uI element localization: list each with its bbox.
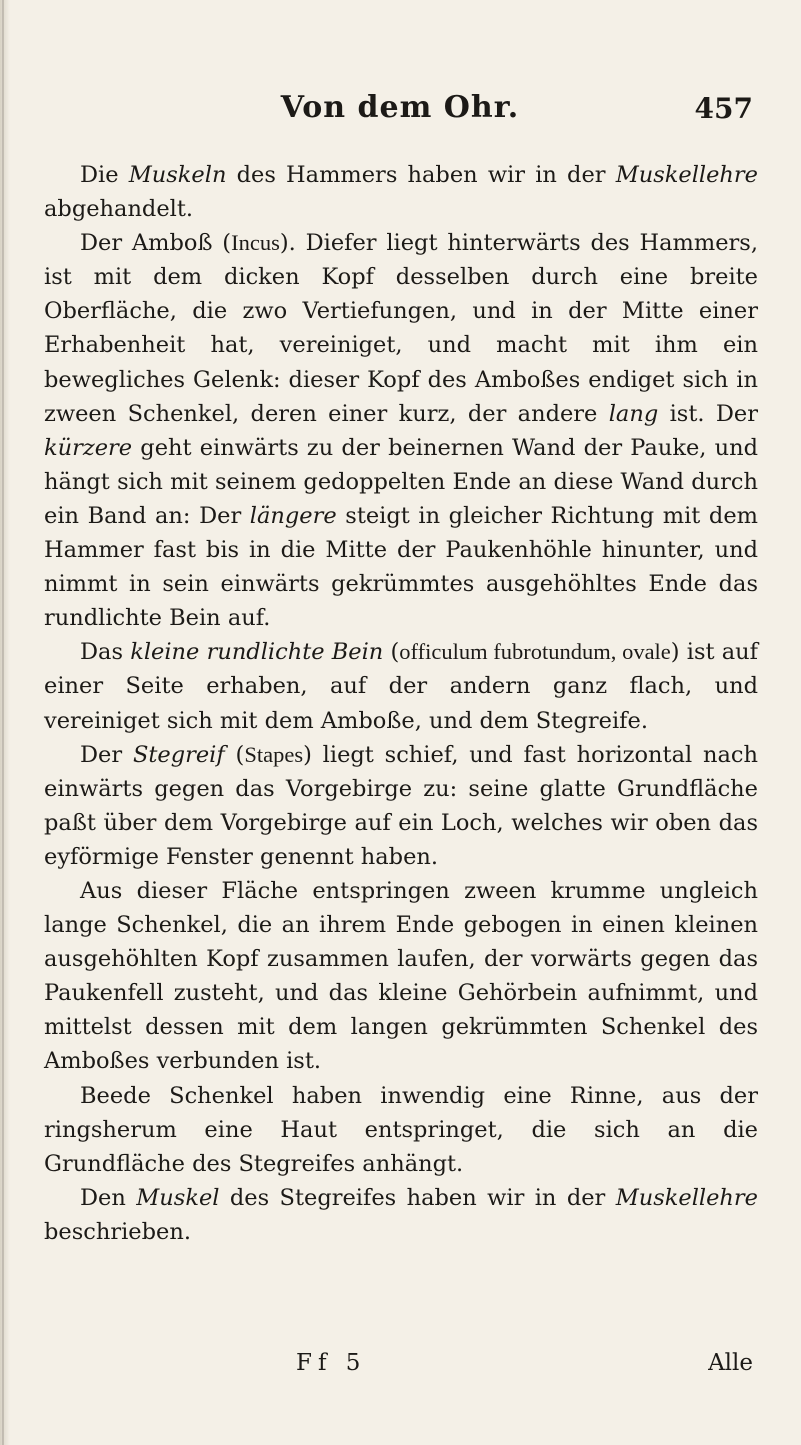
- paragraph-lenticular-bone: [44, 635, 758, 737]
- page-number: 457: [694, 92, 753, 125]
- text-run: steigt in gleicher Richtung mit dem Hammer fast bis in die Mitte der Paukenhöhle hinunter, und nimmt in sein einwärts gekrümmtes ausgehöhltes Ende das rundlichte Bein auf.: [44, 502, 758, 632]
- emphasis-term: Muskel: [136, 1184, 220, 1211]
- paragraph-stapes-crura: Aus dieser Fläche entspringen zween krumme ungleich lange Schenkel, die an ihrem Ende gebogen in einen kleinen ausgehöhlten Kopf zusammen laufen, der vorwärts gegen das Paukenfell zusteht, und das kleine Gehörbein aufnimmt, und mittelst dessen mit dem langen gekrümmten Schenkel des Amboßes verbunden ist.: [44, 877, 758, 1075]
- text-run: Der: [80, 741, 133, 768]
- catchword: Alle: [708, 1350, 753, 1376]
- text-run: (: [224, 741, 245, 768]
- paragraph-incus: [44, 226, 758, 635]
- text-run: ). Diefer liegt hinterwärts des Hammers, ist mit dem dicken Kopf desselben durch eine breite Oberfläche, die zwo Vertiefungen, und in der Mitte einer Erhabenheit hat, vereiniget, und macht mit ihm ein bewegliches Gelenk: dieser Kopf des Amboßes endiget sich in zween Schenkel, deren einer kurz, der andere: [44, 230, 759, 427]
- text-run: des Stegreifes haben wir in der: [219, 1184, 616, 1211]
- emphasis-term: kleine rundlichte Bein: [130, 639, 384, 666]
- text-run: Die: [80, 162, 129, 188]
- text-run: Den: [80, 1184, 137, 1211]
- emphasis-term: Muskellehre: [615, 162, 758, 188]
- paragraph-stapes-muscle: [44, 1181, 758, 1249]
- text-run: geht einwärts zu der beinernen Wand der Pauke, und hängt sich mit seinem gedoppelten Ende an diese Wand durch ein Band an: Der: [44, 434, 758, 529]
- signature-mark: Ff 5: [296, 1350, 367, 1376]
- paragraph-stapes: [44, 738, 758, 874]
- emphasis-term: Stegreif: [132, 741, 225, 768]
- paragraph-hammer-muscles: [44, 158, 758, 226]
- text-run: abgehandelt.: [44, 196, 194, 223]
- text-run: ist. Der: [658, 400, 758, 427]
- binding-edge: [2, 0, 4, 1445]
- paragraph-crura-groove: Beede Schenkel haben inwendig eine Rinne, aus der ringsherum eine Haut entspringet, die sich an die Grundfläche des Stegreifes anhängt.: [44, 1082, 758, 1177]
- emphasis-term: längere: [249, 502, 337, 529]
- latin-term: Incus: [231, 230, 280, 256]
- page-header: [0, 90, 801, 130]
- text-run: ) liegt schief, und fast horizontal nach einwärts gegen das Vorgebirge zu: seine glatte Grundfläche paßt über dem Vorgebirge auf ein Loch, welches wir oben das eyförmige Fenster genennt haben.: [44, 741, 759, 870]
- text-run: Das: [80, 639, 131, 666]
- latin-term: Stapes: [244, 741, 304, 767]
- page-body: [44, 158, 758, 1249]
- running-head: Von dem Ohr.: [280, 90, 520, 125]
- emphasis-term: lang: [608, 400, 659, 427]
- text-run: Der Amboß (: [80, 230, 232, 257]
- page-footer: [0, 1350, 801, 1384]
- text-run: (: [383, 639, 400, 666]
- text-run: ) ist auf einer Seite erhaben, auf der andern ganz flach, und vereiniget sich mit dem Amboße, und dem Stegreife.: [44, 639, 758, 734]
- latin-term: officulum fubrotundum, ovale: [399, 639, 671, 665]
- text-run: beschrieben.: [44, 1218, 191, 1245]
- text-run: des Hammers haben wir in der: [226, 162, 616, 188]
- emphasis-term: Muskellehre: [615, 1184, 758, 1211]
- emphasis-term: Muskeln: [128, 162, 227, 188]
- emphasis-term: kürzere: [44, 434, 133, 461]
